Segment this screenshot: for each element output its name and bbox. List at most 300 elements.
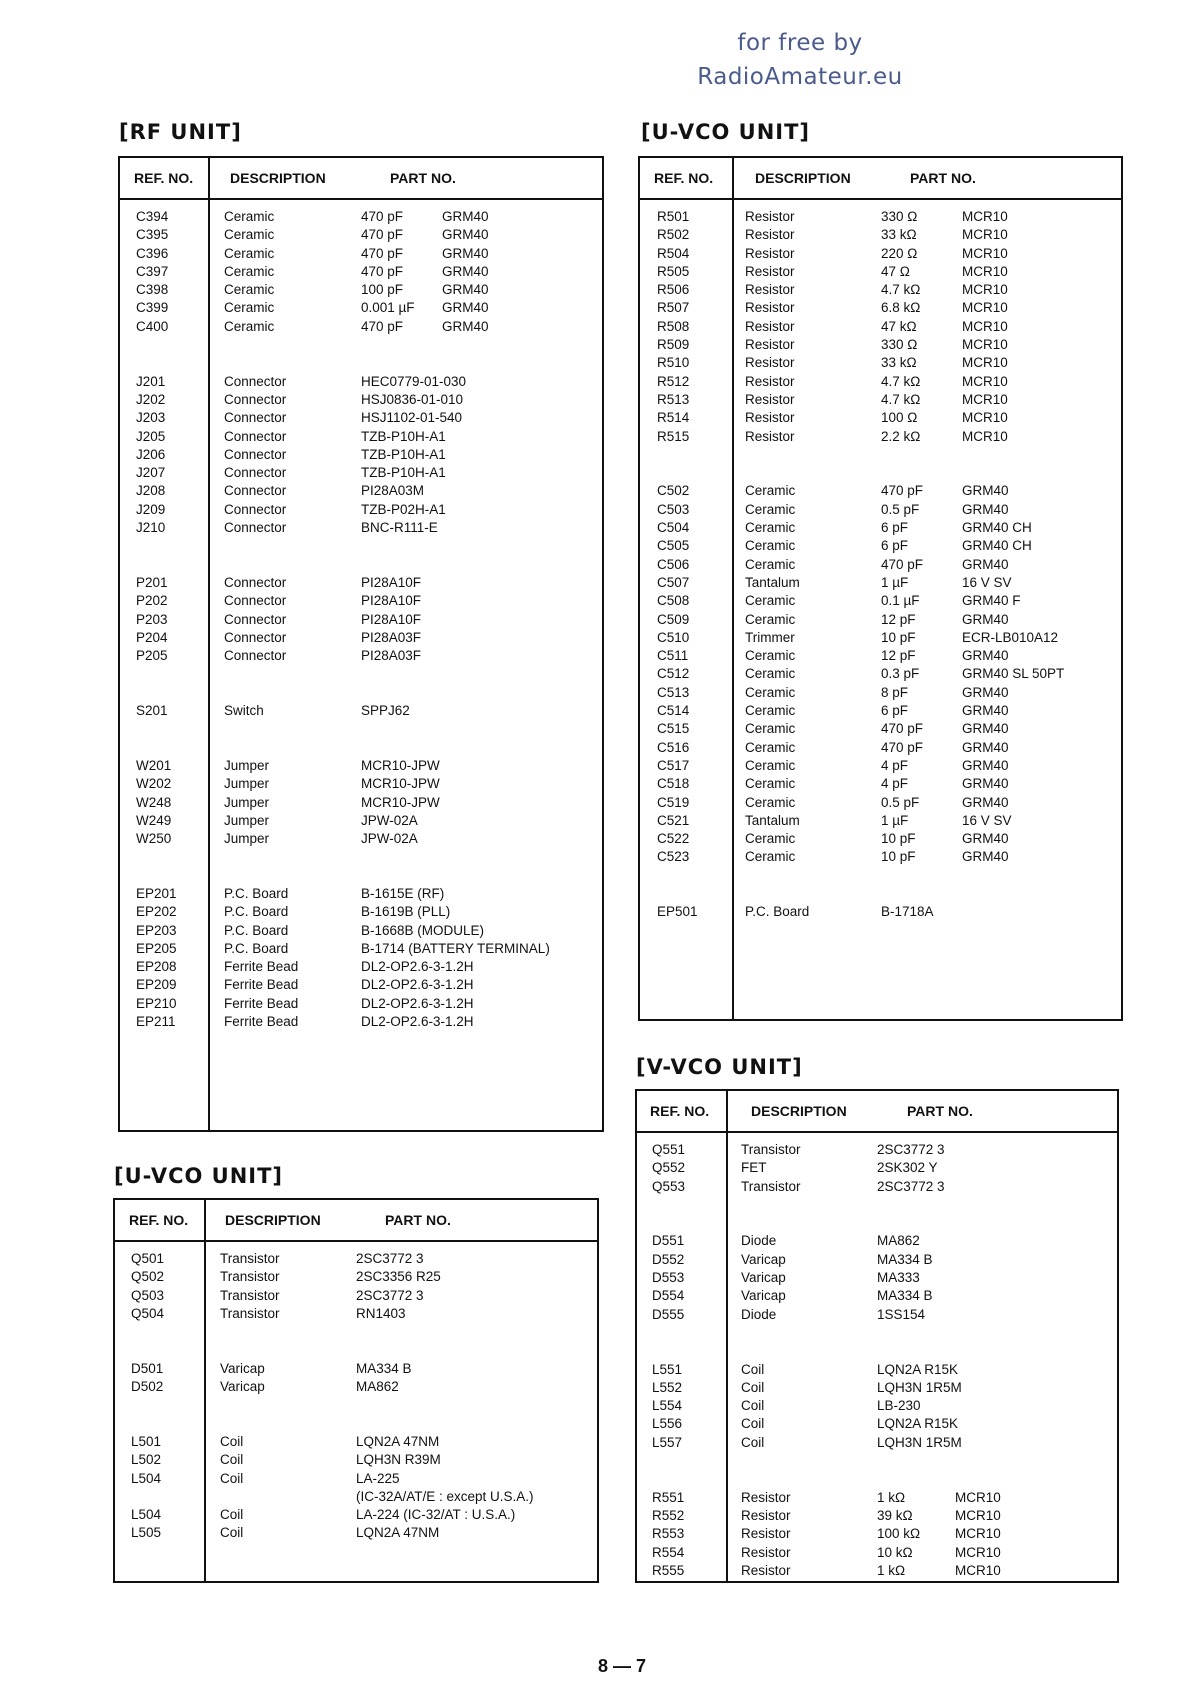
cell-ref-no: R506	[657, 282, 690, 298]
cell-description: Coil	[741, 1361, 765, 1377]
cell-ref-no: R512	[657, 373, 690, 389]
cell-part-no: 1SS154	[877, 1306, 926, 1322]
table-row	[640, 519, 1121, 537]
cell-part-no: GRM40	[442, 300, 489, 316]
cell-ref-no: C506	[657, 556, 690, 572]
table-row	[120, 647, 602, 665]
cell-ref-no: L504	[131, 1507, 162, 1523]
cell-ref-no: C395	[136, 227, 169, 243]
table-row	[640, 629, 1121, 647]
cell-description: Resistor	[745, 337, 795, 353]
cell-value: 470 pF	[361, 209, 404, 224]
table-row	[640, 739, 1121, 757]
cell-value: 100 pF	[361, 282, 404, 298]
cell-part-no: MA862	[877, 1233, 920, 1249]
cell-ref-no: R552	[652, 1507, 685, 1523]
cell-description: Connector	[224, 410, 287, 426]
cell-part-no: MCR10	[962, 410, 1008, 426]
cell-description: Varicap	[220, 1360, 265, 1376]
cell-description: Coil	[220, 1452, 244, 1468]
cell-ref-no: C504	[657, 520, 690, 536]
table-row	[120, 995, 602, 1013]
cell-ref-no: C512	[657, 666, 690, 682]
table-row	[115, 1524, 597, 1542]
table-row	[120, 592, 602, 610]
cell-ref-no: C509	[657, 611, 690, 627]
cell-value: 470 pF	[881, 556, 924, 572]
cell-ref-no: Q501	[131, 1251, 165, 1266]
cell-description: Varicap	[741, 1251, 786, 1267]
cell-value: 39 kΩ	[877, 1507, 913, 1523]
cell-description: Transistor	[220, 1305, 280, 1321]
rf-unit-table	[118, 156, 604, 1132]
table-row	[640, 373, 1121, 391]
cell-part-no: LQN2A 47NM	[356, 1433, 440, 1449]
cell-description: Coil	[220, 1470, 244, 1486]
table-row	[120, 958, 602, 976]
cell-value: 0.5 pF	[881, 794, 920, 810]
vvco-unit-table	[635, 1089, 1119, 1583]
cell-description: Connector	[224, 520, 287, 536]
table-row	[120, 976, 602, 994]
table-body	[120, 208, 602, 1031]
cell-description: Ceramic	[745, 648, 796, 664]
cell-part-no: 2SC3772 3	[356, 1287, 424, 1303]
cell-description: Ceramic	[745, 849, 796, 865]
header-part-no: PART NO.	[385, 1212, 451, 1228]
cell-description: Connector	[224, 593, 287, 609]
table-row	[640, 720, 1121, 738]
table-row	[640, 702, 1121, 720]
cell-value: 470 pF	[361, 245, 404, 261]
blank-row	[120, 739, 602, 757]
table-row	[637, 1269, 1117, 1287]
cell-value: 470 pF	[361, 263, 404, 279]
table-body	[115, 1250, 597, 1543]
cell-value: 1 µF	[881, 812, 909, 828]
cell-part-no: ECR-LB010A12	[962, 629, 1059, 645]
table-row	[120, 464, 602, 482]
cell-part-no: MCR10	[962, 263, 1008, 279]
cell-ref-no: C522	[657, 831, 690, 847]
blank-row	[637, 1196, 1117, 1214]
cell-part-no: MCR10	[955, 1562, 1001, 1578]
table-row	[640, 611, 1121, 629]
cell-description: Ceramic	[745, 556, 796, 572]
cell-description: Ceramic	[745, 538, 796, 554]
cell-description: Connector	[224, 574, 287, 590]
cell-value: 330 Ω	[881, 209, 918, 224]
table-row	[640, 318, 1121, 336]
cell-value: 6 pF	[881, 703, 909, 719]
blank-row	[637, 1324, 1117, 1342]
table-row	[120, 299, 602, 317]
cell-ref-no: D552	[652, 1251, 685, 1267]
cell-ref-no: W202	[136, 776, 172, 792]
cell-description: Varicap	[741, 1270, 786, 1286]
cell-ref-no: R509	[657, 337, 690, 353]
header-part-no: PART NO.	[910, 170, 976, 186]
cell-ref-no: C503	[657, 501, 690, 517]
cell-description: Diode	[741, 1233, 777, 1249]
cell-part-no: 16 V SV	[962, 812, 1012, 828]
table-row	[120, 830, 602, 848]
cell-part-no: JPW-02A	[361, 831, 418, 847]
table-row	[120, 574, 602, 592]
cell-ref-no: C396	[136, 245, 169, 261]
blank-row	[640, 867, 1121, 885]
cell-description: Ceramic	[745, 593, 796, 609]
cell-ref-no: R508	[657, 318, 690, 334]
table-body	[640, 208, 1121, 922]
cell-ref-no: EP210	[136, 995, 177, 1011]
cell-description: Ferrite Bead	[224, 1014, 299, 1030]
cell-part-no: 2SC3356 R25	[356, 1269, 441, 1285]
cell-part-no: MCR10	[962, 282, 1008, 298]
table-row	[115, 1250, 597, 1268]
blank-row	[640, 464, 1121, 482]
table-row	[637, 1287, 1117, 1305]
cell-ref-no: J205	[136, 428, 166, 444]
cell-part-no: GRM40	[962, 739, 1009, 755]
cell-ref-no: C397	[136, 263, 169, 279]
cell-part-no: GRM40	[962, 556, 1009, 572]
header-description: DESCRIPTION	[230, 170, 326, 186]
table-row	[640, 391, 1121, 409]
cell-ref-no: C521	[657, 812, 690, 828]
table-header	[115, 1200, 597, 1242]
table-row	[637, 1159, 1117, 1177]
cell-part-no: GRM40	[962, 611, 1009, 627]
cell-description: Ferrite Bead	[224, 959, 299, 975]
cell-description: Resistor	[745, 227, 795, 243]
cell-ref-no: J208	[136, 483, 166, 499]
table-row	[640, 665, 1121, 683]
cell-description: FET	[741, 1160, 767, 1176]
cell-value: 6 pF	[881, 538, 909, 554]
cell-ref-no: L551	[652, 1361, 683, 1377]
cell-ref-no: Q553	[652, 1178, 686, 1194]
table-header	[640, 158, 1121, 200]
cell-part-no: MA334 B	[877, 1288, 933, 1304]
blank-row	[120, 556, 602, 574]
cell-ref-no: EP209	[136, 977, 177, 993]
cell-ref-no: R515	[657, 428, 690, 444]
cell-description: Ceramic	[745, 666, 796, 682]
cell-description: Transistor	[220, 1287, 280, 1303]
cell-part-no: GRM40	[962, 776, 1009, 792]
table-row	[640, 354, 1121, 372]
cell-description: Trimmer	[745, 629, 795, 645]
cell-part-no: 2SK302 Y	[877, 1160, 938, 1176]
cell-part-no: HSJ1102-01-540	[361, 410, 463, 426]
cell-description: Coil	[220, 1525, 244, 1541]
cell-value: 6.8 kΩ	[881, 300, 921, 316]
cell-ref-no: D553	[652, 1270, 685, 1286]
blank-row	[637, 1452, 1117, 1470]
cell-description: Coil	[220, 1507, 244, 1523]
blank-row	[115, 1323, 597, 1341]
cell-description: Connector	[224, 446, 287, 462]
cell-description: Jumper	[224, 831, 270, 847]
cell-description: Transistor	[220, 1269, 280, 1285]
cell-part-no: LQH3N 1R5M	[877, 1379, 962, 1395]
table-row	[640, 245, 1121, 263]
page-number: 8 — 7	[598, 1656, 647, 1676]
cell-description: Ceramic	[745, 831, 796, 847]
table-header	[637, 1091, 1117, 1133]
cell-part-no: GRM40	[962, 849, 1009, 865]
cell-description: Connector	[224, 648, 287, 664]
cell-part-no: MCR10	[955, 1544, 1001, 1560]
cell-part-no: GRM40 SL 50PT	[962, 666, 1065, 682]
cell-ref-no: J201	[136, 373, 166, 389]
cell-value: 47 kΩ	[881, 318, 917, 334]
table-row	[640, 592, 1121, 610]
watermark-line-1: for free by	[737, 30, 863, 56]
uvco-unit-heading-left: [U-VCO UNIT]	[114, 1164, 284, 1188]
table-row	[120, 208, 602, 226]
table-row	[120, 428, 602, 446]
cell-part-no: TZB-P02H-A1	[361, 501, 446, 517]
blank-row	[120, 720, 602, 738]
table-row	[640, 409, 1121, 427]
blank-row	[637, 1342, 1117, 1360]
cell-ref-no: R505	[657, 263, 690, 279]
cell-ref-no: L556	[652, 1416, 683, 1432]
cell-part-no: B-1668B (MODULE)	[361, 922, 485, 938]
cell-part-no: LQN2A R15K	[877, 1361, 959, 1377]
cell-ref-no: Q551	[652, 1142, 686, 1157]
cell-part-no: GRM40	[442, 263, 489, 279]
cell-value: 47 Ω	[881, 263, 910, 279]
cell-part-no: GRM40	[962, 501, 1009, 517]
table-row	[640, 794, 1121, 812]
cell-part-no: MCR10	[962, 355, 1008, 371]
cell-part-no: LA-225	[356, 1470, 400, 1486]
cell-ref-no: R553	[652, 1526, 685, 1542]
cell-part-no: 2SC3772 3	[877, 1142, 945, 1157]
cell-value: 4 pF	[881, 776, 909, 792]
header-ref-no: REF. NO.	[129, 1212, 189, 1228]
table-row	[120, 409, 602, 427]
cell-ref-no: W248	[136, 794, 172, 810]
table-header	[120, 158, 602, 200]
cell-part-no: PI28A03M	[361, 483, 425, 499]
cell-ref-no: R504	[657, 245, 690, 261]
cell-ref-no: R551	[652, 1489, 685, 1505]
cell-ref-no: C516	[657, 739, 690, 755]
cell-description: Diode	[741, 1306, 777, 1322]
table-row	[640, 556, 1121, 574]
cell-ref-no: C510	[657, 629, 690, 645]
cell-value: 10 pF	[881, 831, 916, 847]
cell-ref-no: C394	[136, 209, 169, 224]
cell-description: P.C. Board	[224, 904, 289, 920]
cell-ref-no: W201	[136, 757, 172, 773]
cell-value: 12 pF	[881, 611, 916, 627]
cell-description: Connector	[224, 391, 287, 407]
header-ref-no: REF. NO.	[134, 170, 194, 186]
cell-value: 330 Ω	[881, 337, 918, 353]
cell-description: Ceramic	[745, 739, 796, 755]
cell-part-no: MCR10	[962, 428, 1008, 444]
cell-ref-no: P201	[136, 574, 168, 590]
blank-row	[120, 354, 602, 372]
cell-ref-no: C515	[657, 721, 690, 737]
cell-ref-no: Q502	[131, 1269, 165, 1285]
cell-ref-no: J206	[136, 446, 166, 462]
cell-description: Ceramic	[745, 684, 796, 700]
table-row	[120, 757, 602, 775]
cell-part-no: LQH3N R39M	[356, 1452, 441, 1468]
cell-ref-no: D554	[652, 1288, 685, 1304]
cell-description: Connector	[224, 501, 287, 517]
table-row	[637, 1507, 1117, 1525]
cell-value: 33 kΩ	[881, 355, 917, 371]
cell-value: 10 kΩ	[877, 1544, 913, 1560]
cell-description: Ceramic	[745, 721, 796, 737]
table-row	[637, 1489, 1117, 1507]
cell-description: P.C. Board	[224, 885, 289, 901]
table-row	[120, 281, 602, 299]
blank-row	[120, 665, 602, 683]
cell-part-no: GRM40	[442, 245, 489, 261]
table-row	[640, 830, 1121, 848]
cell-ref-no: J209	[136, 501, 166, 517]
cell-part-no: PI28A10F	[361, 574, 422, 590]
cell-part-no: PI28A10F	[361, 593, 422, 609]
blank-row	[640, 446, 1121, 464]
table-row	[120, 812, 602, 830]
cell-description: Coil	[220, 1433, 244, 1449]
header-description: DESCRIPTION	[755, 170, 851, 186]
table-row	[637, 1562, 1117, 1580]
cell-description: Coil	[741, 1398, 765, 1414]
cell-ref-no: C398	[136, 282, 169, 298]
blank-row	[115, 1415, 597, 1433]
cell-ref-no: L505	[131, 1525, 162, 1541]
cell-ref-no: R514	[657, 410, 690, 426]
table-row	[640, 848, 1121, 866]
table-row	[115, 1287, 597, 1305]
table-row	[637, 1232, 1117, 1250]
cell-ref-no: L504	[131, 1470, 162, 1486]
cell-ref-no: R513	[657, 391, 690, 407]
cell-description: Ceramic	[224, 282, 275, 298]
cell-description: Coil	[741, 1416, 765, 1432]
table-row	[115, 1360, 597, 1378]
table-row	[120, 318, 602, 336]
cell-description: Switch	[224, 703, 264, 719]
table-row	[637, 1306, 1117, 1324]
cell-value: 470 pF	[361, 318, 404, 334]
cell-ref-no: S201	[136, 703, 168, 719]
table-row	[640, 647, 1121, 665]
cell-value: 4.7 kΩ	[881, 282, 921, 298]
cell-description: Varicap	[741, 1288, 786, 1304]
table-row	[115, 1451, 597, 1469]
cell-value: 470 pF	[881, 721, 924, 737]
cell-ref-no: Q552	[652, 1160, 686, 1176]
table-row	[637, 1361, 1117, 1379]
header-part-no: PART NO.	[907, 1103, 973, 1119]
cell-part-no: BNC-R111-E	[361, 520, 438, 536]
cell-description: Resistor	[745, 282, 795, 298]
table-row	[637, 1415, 1117, 1433]
blank-row	[637, 1470, 1117, 1488]
table-row	[120, 922, 602, 940]
cell-description: Resistor	[741, 1507, 791, 1523]
cell-part-no: MCR10	[955, 1507, 1001, 1523]
cell-description: Coil	[741, 1434, 765, 1450]
cell-description: Tantalum	[745, 574, 800, 590]
cell-description: Resistor	[741, 1544, 791, 1560]
cell-part-no: GRM40	[442, 209, 489, 224]
cell-description: Ceramic	[745, 794, 796, 810]
cell-description: Connector	[224, 428, 287, 444]
cell-ref-no: D551	[652, 1233, 685, 1249]
cell-description: Resistor	[745, 300, 795, 316]
cell-description: Resistor	[745, 209, 795, 224]
blank-row	[637, 1214, 1117, 1232]
cell-description: Resistor	[745, 318, 795, 334]
table-row	[120, 611, 602, 629]
blank-row	[115, 1396, 597, 1414]
cell-ref-no: C519	[657, 794, 690, 810]
cell-description: Ceramic	[745, 520, 796, 536]
header-description: DESCRIPTION	[751, 1103, 847, 1119]
cell-description: Resistor	[741, 1562, 791, 1578]
cell-part-no: TZB-P10H-A1	[361, 428, 446, 444]
cell-ref-no: J203	[136, 410, 166, 426]
table-row	[115, 1378, 597, 1396]
cell-part-no: LQH3N 1R5M	[877, 1434, 962, 1450]
table-row	[120, 373, 602, 391]
cell-ref-no: C400	[136, 318, 169, 334]
cell-description: Connector	[224, 483, 287, 499]
cell-value: 33 kΩ	[881, 227, 917, 243]
watermark-line-2: RadioAmateur.eu	[697, 64, 903, 90]
cell-value: 0.1 µF	[881, 593, 920, 609]
cell-ref-no: D502	[131, 1379, 164, 1395]
cell-value: 1 kΩ	[877, 1562, 906, 1578]
cell-description: Ceramic	[224, 318, 275, 334]
cell-ref-no: C518	[657, 776, 690, 792]
cell-description: Ceramic	[224, 227, 275, 243]
cell-description: Jumper	[224, 812, 270, 828]
cell-ref-no: R555	[652, 1562, 685, 1578]
cell-description: Transistor	[220, 1251, 280, 1266]
cell-description: Connector	[224, 373, 287, 389]
cell-part-no: HSJ0836-01-010	[361, 391, 464, 407]
cell-part-no: B-1714 (BATTERY TERMINAL)	[361, 940, 550, 956]
cell-part-no: MA333	[877, 1270, 920, 1286]
cell-ref-no: R554	[652, 1544, 685, 1560]
table-row	[120, 263, 602, 281]
cell-part-no: GRM40	[962, 648, 1009, 664]
cell-ref-no: R502	[657, 227, 690, 243]
cell-ref-no: D555	[652, 1306, 685, 1322]
table-row	[120, 446, 602, 464]
table-row	[637, 1544, 1117, 1562]
cell-description: Ceramic	[224, 263, 275, 279]
cell-part-no: B-1619B (PLL)	[361, 904, 451, 920]
cell-description: Jumper	[224, 776, 270, 792]
cell-part-no: MCR10	[962, 227, 1008, 243]
cell-part-no: DL2-OP2.6-3-1.2H	[361, 959, 474, 975]
table-row	[120, 482, 602, 500]
